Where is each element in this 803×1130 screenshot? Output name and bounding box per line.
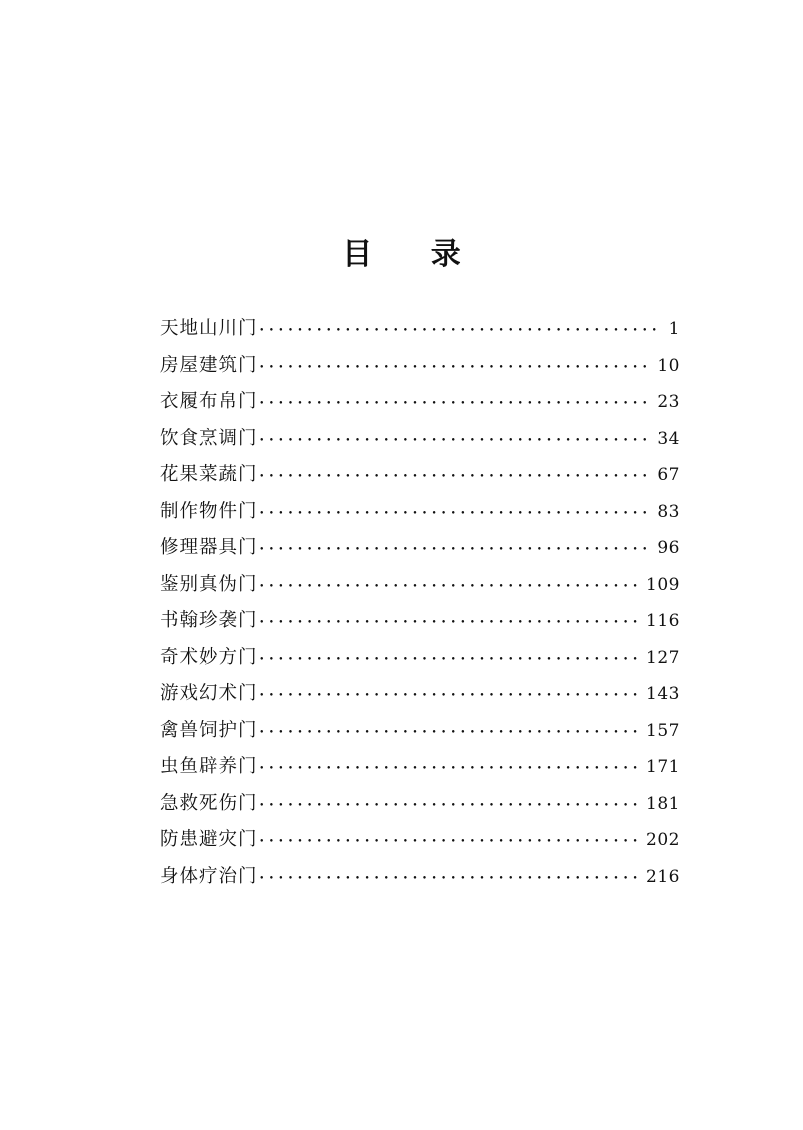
toc-entry-title: 禽兽饲护门: [160, 719, 258, 741]
toc-page-number: 216: [646, 866, 680, 887]
toc-entry-title: 修理器具门: [160, 537, 258, 558]
toc-page-number: 10: [657, 355, 680, 376]
toc-page-number: 34: [657, 428, 680, 449]
toc-dot-leader: [260, 531, 650, 568]
toc-page-number: 1: [668, 319, 680, 339]
toc-entry-title: 衣履布帛门: [160, 391, 258, 412]
toc-entry[interactable]: [160, 749, 680, 786]
toc-entry[interactable]: [160, 567, 680, 604]
toc-dot-leader: [260, 714, 639, 751]
toc-entry[interactable]: [160, 530, 680, 567]
toc-dot-leader: [260, 458, 650, 495]
toc-entry-title: 饮食烹调门: [160, 427, 258, 449]
toc-entry-title: 制作物件门: [160, 500, 258, 522]
toc-dot-leader: [260, 860, 639, 897]
toc-page-number: 67: [657, 465, 680, 485]
toc-page-number: 109: [646, 574, 680, 595]
toc-page-number: 181: [646, 793, 680, 814]
toc-entry-title: 鉴别真伪门: [160, 573, 258, 595]
toc-entry-title: 防患避灾门: [160, 829, 258, 850]
toc-entry-title: 奇术妙方门: [160, 646, 258, 668]
toc-page-number: 96: [657, 538, 680, 558]
toc-entry[interactable]: [160, 676, 680, 713]
table-of-contents: [160, 311, 680, 895]
toc-page-number: 143: [646, 684, 680, 704]
toc-page-number: 116: [646, 611, 680, 631]
toc-entry[interactable]: [160, 640, 680, 677]
toc-entry[interactable]: [160, 384, 680, 421]
toc-entry[interactable]: [160, 311, 680, 348]
toc-dot-leader: [260, 750, 639, 787]
toc-entry[interactable]: [160, 457, 680, 494]
toc-dot-leader: [260, 349, 650, 386]
toc-dot-leader: [260, 604, 639, 641]
toc-entry[interactable]: [160, 859, 680, 896]
toc-page-number: 23: [657, 392, 680, 412]
toc-entry[interactable]: [160, 822, 680, 859]
toc-entry[interactable]: [160, 786, 680, 823]
toc-page-number: 202: [646, 830, 680, 850]
toc-page-number: 171: [646, 757, 680, 777]
toc-entry-title: 花果菜蔬门: [160, 464, 258, 485]
toc-dot-leader: [260, 495, 650, 532]
toc-dot-leader: [260, 677, 639, 714]
toc-dot-leader: [260, 641, 639, 678]
toc-entry[interactable]: [160, 348, 680, 385]
toc-dot-leader: [260, 422, 650, 459]
toc-entry[interactable]: [160, 603, 680, 640]
toc-dot-leader: [260, 568, 639, 605]
toc-page-number: 157: [646, 720, 680, 741]
toc-dot-leader: [260, 385, 650, 422]
toc-entry[interactable]: [160, 421, 680, 458]
toc-dot-leader: [260, 787, 639, 824]
toc-entry[interactable]: [160, 494, 680, 531]
toc-entry-title: 房屋建筑门: [160, 354, 258, 376]
toc-page-number: 83: [657, 501, 680, 522]
toc-entry-title: 书翰珍袭门: [160, 610, 258, 631]
toc-entry-title: 身体疗治门: [160, 865, 258, 887]
toc-entry-title: 急救死伤门: [160, 792, 258, 814]
toc-dot-leader: [260, 823, 639, 860]
toc-entry[interactable]: [160, 713, 680, 750]
toc-entry-title: 虫鱼辟养门: [160, 756, 258, 777]
toc-page-number: 127: [646, 647, 680, 668]
page-title: 目 录: [342, 237, 485, 273]
toc-dot-leader: [260, 312, 656, 349]
toc-entry-title: 游戏幻术门: [160, 683, 258, 704]
toc-entry-title: 天地山川门: [160, 318, 258, 339]
